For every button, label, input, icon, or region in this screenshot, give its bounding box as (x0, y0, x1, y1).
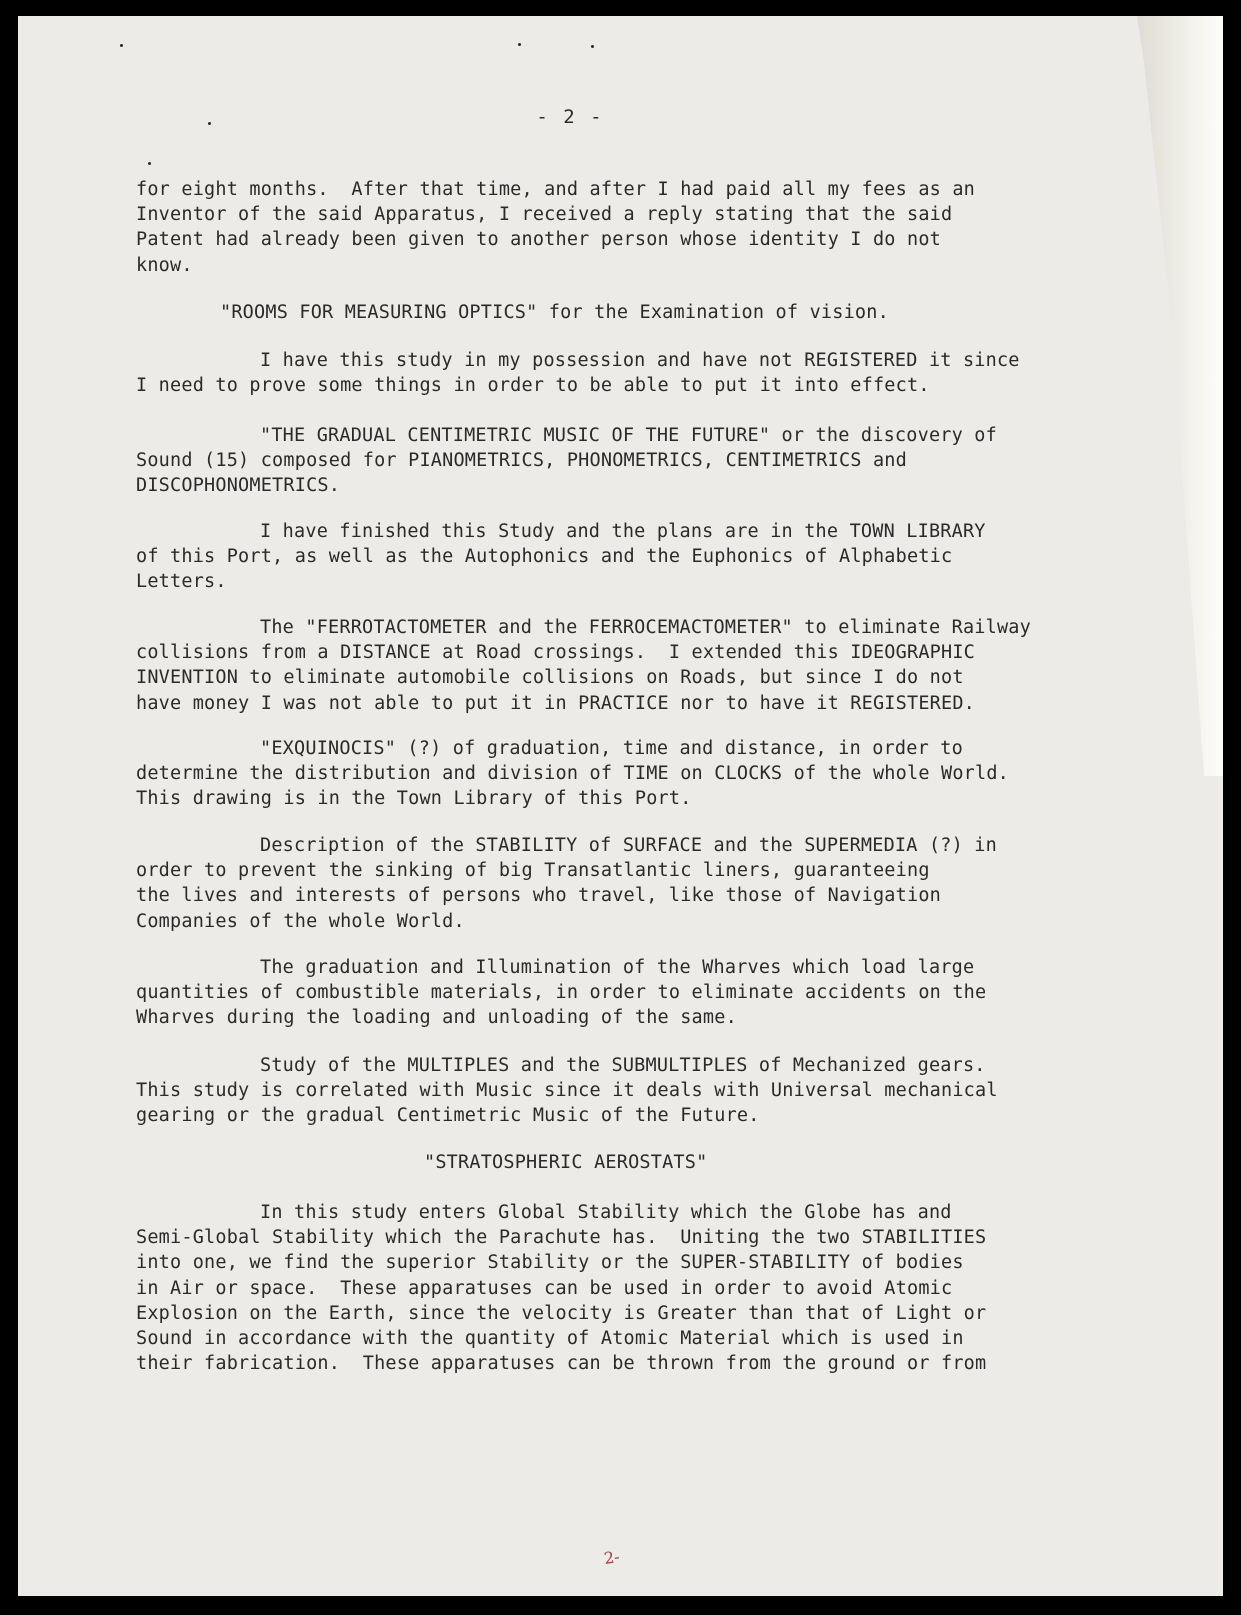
text-line: of this Port, as well as the Autophonics and the Euphonics of Alphabetic (136, 546, 953, 568)
text-line: Patent had already been given to another person whose identity I do not (136, 229, 941, 251)
text-line: quantities of combustible materials, in order to eliminate accidents on the (136, 982, 987, 1004)
text-line: for eight months. After that time, and after I had paid all my fees as an (136, 179, 976, 200)
text-line: I have finished this Study and the plans are in the TOWN LIBRARY (260, 521, 986, 542)
paragraph-wharves (136, 955, 1136, 1031)
ink-speck (120, 44, 123, 47)
text-line: Inventor of the said Apparatus, I received a reply stating that the said (136, 204, 953, 226)
text-line: collisions from a DISTANCE at Road crossings. I extended this IDEOGRAPHIC (136, 642, 976, 664)
text-line: Sound (15) composed for PIANOMETRICS, PHONOMETRICS, CENTIMETRICS and (136, 450, 907, 472)
text-line: Study of the MULTIPLES and the SUBMULTIPLES of Mechanized gears. (260, 1055, 986, 1076)
text-line: determine the distribution and division of TIME on CLOCKS of the whole World. (136, 763, 1010, 785)
text-line: "EXQUINOCIS" (?) of graduation, time and distance, in order to (260, 738, 963, 759)
page-number: - 2 - (536, 106, 604, 128)
text-line: In this study enters Global Stability which the Globe has and (260, 1202, 952, 1223)
text-line: DISCOPHONOMETRICS. (136, 475, 341, 497)
paragraph-exquinocis (136, 736, 1136, 812)
paragraph-stability (136, 833, 1136, 934)
paragraph-rooms-body (136, 348, 1136, 398)
ink-speck (148, 162, 151, 165)
text-line: their fabrication. These apparatuses can be thrown from the ground or from (136, 1353, 987, 1375)
text-line: in Air or space. These apparatuses can be used in order to avoid Atomic (136, 1277, 953, 1299)
text-line: Description of the STABILITY of SURFACE and the SUPERMEDIA (?) in (260, 835, 997, 856)
text-line: "THE GRADUAL CENTIMETRIC MUSIC OF THE FUTURE" or the discovery of (260, 425, 997, 446)
text-line: the lives and interests of persons who travel, like those of Navigation (136, 885, 941, 907)
text-line: Letters. (136, 571, 227, 593)
text-line: have money I was not able to put it in PRACTICE nor to have it REGISTERED. (136, 692, 976, 714)
text-line: "STRATOSPHERIC AEROSTATS" (424, 1152, 708, 1173)
text-line: This drawing is in the Town Library of this Port. (136, 788, 692, 810)
paragraph-aerostats-heading (424, 1150, 1241, 1175)
text-line: Sound in accordance with the quantity of Atomic Material which is used in (136, 1328, 964, 1350)
paragraph-multiples (136, 1053, 1136, 1129)
paragraph-aerostats-body (136, 1200, 1136, 1376)
text-line: "ROOMS FOR MEASURING OPTICS" for the Examination of vision. (220, 302, 889, 323)
paragraph-rooms-heading (220, 300, 1220, 325)
ink-speck (518, 43, 521, 46)
text-line: know. (136, 254, 193, 276)
text-line: I need to prove some things in order to be able to put it into effect. (136, 375, 930, 397)
text-line: into one, we find the superior Stability or the SUPER-STABILITY of bodies (136, 1252, 964, 1274)
text-line: Explosion on the Earth, since the velocity is Greater than that of Light or (136, 1302, 987, 1324)
text-line: I have this study in my possession and have not REGISTERED it since (260, 350, 1020, 371)
paragraph-ferrotactometer (136, 615, 1136, 716)
text-line: INVENTION to eliminate automobile collisions on Roads, but since I do not (136, 667, 964, 689)
handwritten-page-mark: 2- (602, 1547, 621, 1568)
text-line: order to prevent the sinking of big Transatlantic liners, guaranteeing (136, 860, 930, 882)
text-line: This study is correlated with Music since it deals with Universal mechanical (136, 1080, 998, 1102)
text-line: Wharves during the loading and unloading of the same. (136, 1007, 737, 1029)
text-line: The graduation and Illumination of the Wharves which load large (260, 957, 975, 978)
paragraph-intro (136, 177, 1136, 278)
text-line: Semi-Global Stability which the Parachute has. Uniting the two STABILITIES (136, 1227, 987, 1249)
text-line: The "FERROTACTOMETER and the FERROCEMACTOMETER" to eliminate Railway (260, 617, 1031, 638)
ink-speck (591, 45, 594, 48)
paragraph-music (136, 423, 1136, 499)
paragraph-library (136, 519, 1136, 595)
text-line: Companies of the whole World. (136, 910, 465, 932)
text-line: gearing or the gradual Centimetric Music of the Future. (136, 1105, 760, 1127)
